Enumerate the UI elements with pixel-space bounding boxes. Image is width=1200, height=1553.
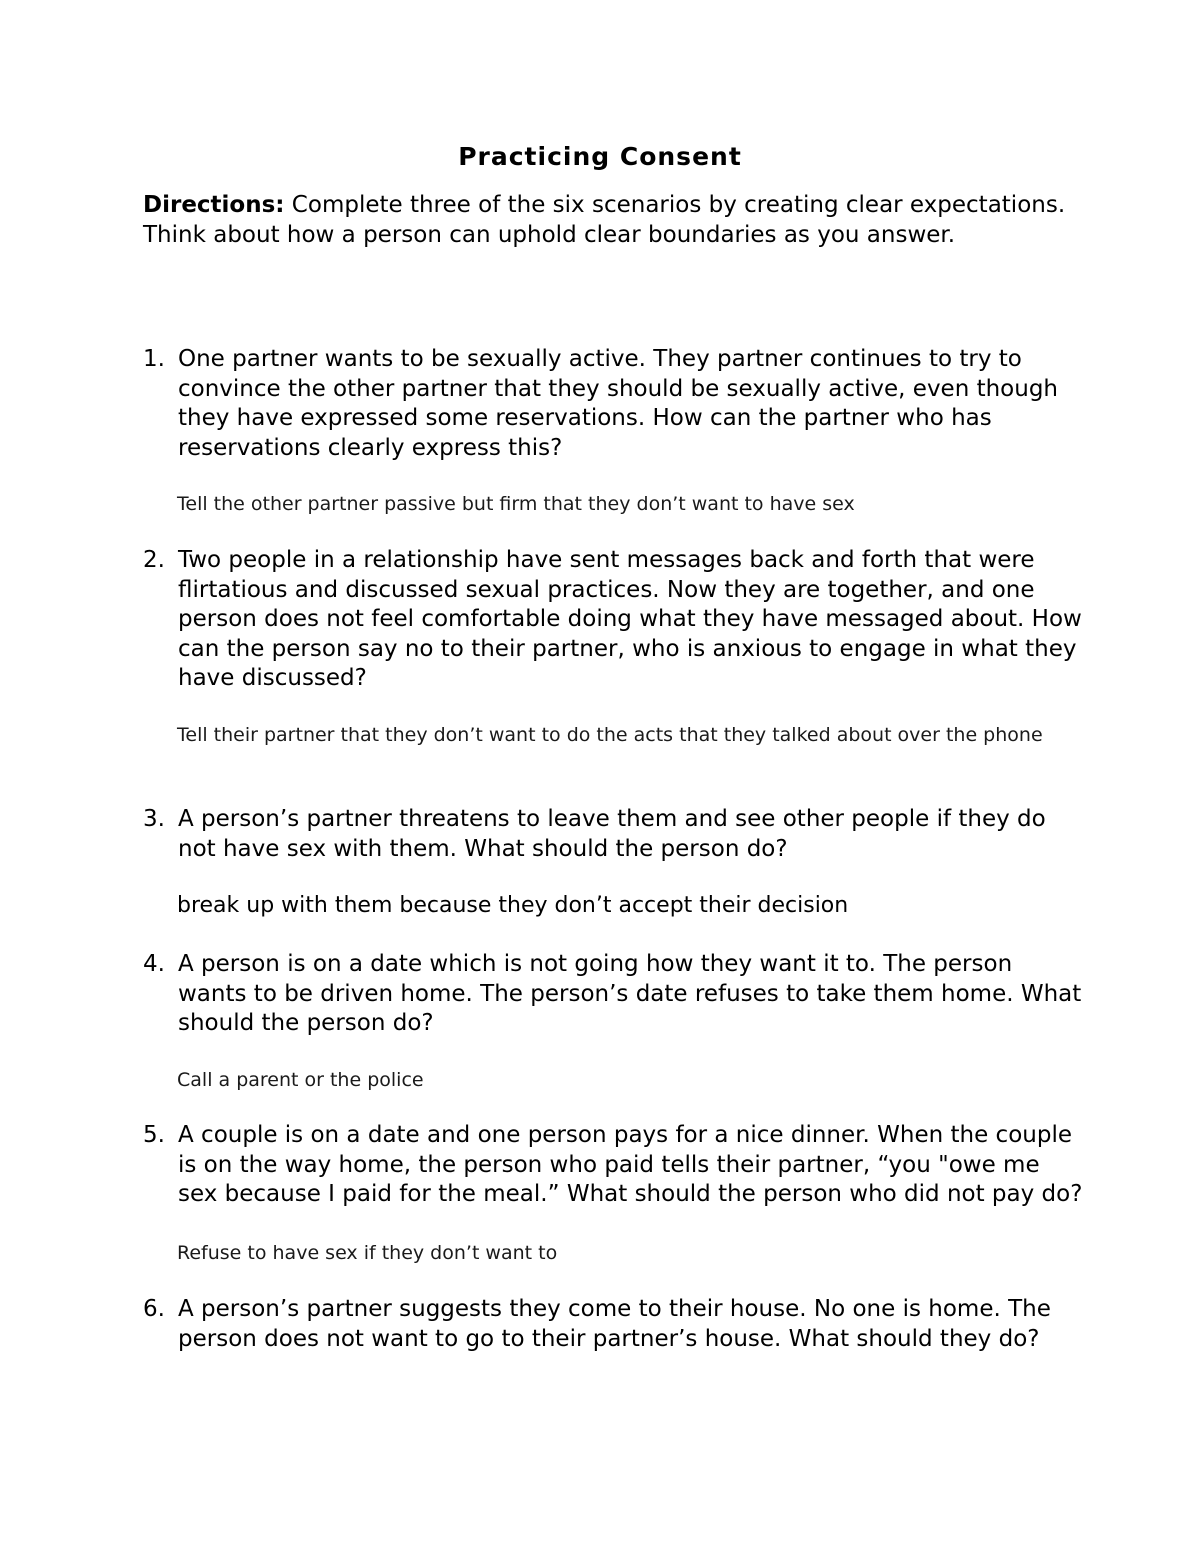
question-6 [143, 1295, 1083, 1354]
page-title: Practicing Consent [458, 142, 742, 171]
question-text: A person’s partner suggests they come to their house. No one is home. The person does not want to go to their partner’s house. What should they do? [178, 1296, 1051, 1352]
question-number: 2. [143, 547, 165, 573]
question-text: A person is on a date which is not going how they want it to. The person wants to be driven home. The person’s date refuses to take them home. What should the person do? [178, 951, 1082, 1036]
question-number: 3. [143, 806, 165, 832]
question-5 [143, 1121, 1083, 1210]
answer-1: Tell the other partner passive but firm that they don’t want to have sex [177, 493, 855, 515]
question-text: One partner wants to be sexually active. They partner continues to try to convince the other partner that they should be sexually active, even though they have expressed some reservations. How can the partner who has reservations clearly express this? [178, 346, 1059, 461]
directions-text: Complete three of the six scenarios by creating clear expectations. Think about how a person can uphold clear boundaries as you answer. [143, 192, 1066, 248]
question-number: 1. [143, 346, 165, 372]
question-number: 4. [143, 951, 165, 977]
directions-paragraph [143, 190, 1083, 250]
answer-4: Call a parent or the police [177, 1069, 424, 1091]
question-number: 6. [143, 1296, 165, 1322]
question-text: Two people in a relationship have sent messages back and forth that were flirtatious and discussed sexual practices. Now they are together, and one person does not feel comfortable doing what they have messaged about. How can the person say no to their partner, who is anxious to engage in what they have discussed? [178, 547, 1082, 691]
question-4 [143, 950, 1083, 1039]
question-text: A person’s partner threatens to leave them and see other people if they do not have sex with them. What should the person do? [178, 806, 1046, 862]
question-2 [143, 546, 1083, 694]
question-1 [143, 345, 1083, 463]
answer-5: Refuse to have sex if they don’t want to [177, 1242, 558, 1264]
answer-2: Tell their partner that they don’t want to do the acts that they talked about over the phone [177, 724, 1043, 746]
directions-label: Directions: [143, 192, 285, 218]
question-number: 5. [143, 1122, 165, 1148]
question-text: A couple is on a date and one person pays for a nice dinner. When the couple is on the way home, the person who paid tells their partner, “you "owe me sex because I paid for the meal.” What should the person who did not pay do? [178, 1122, 1083, 1207]
question-3 [143, 805, 1083, 864]
answer-3: break up with them because they don’t accept their decision [177, 893, 849, 918]
